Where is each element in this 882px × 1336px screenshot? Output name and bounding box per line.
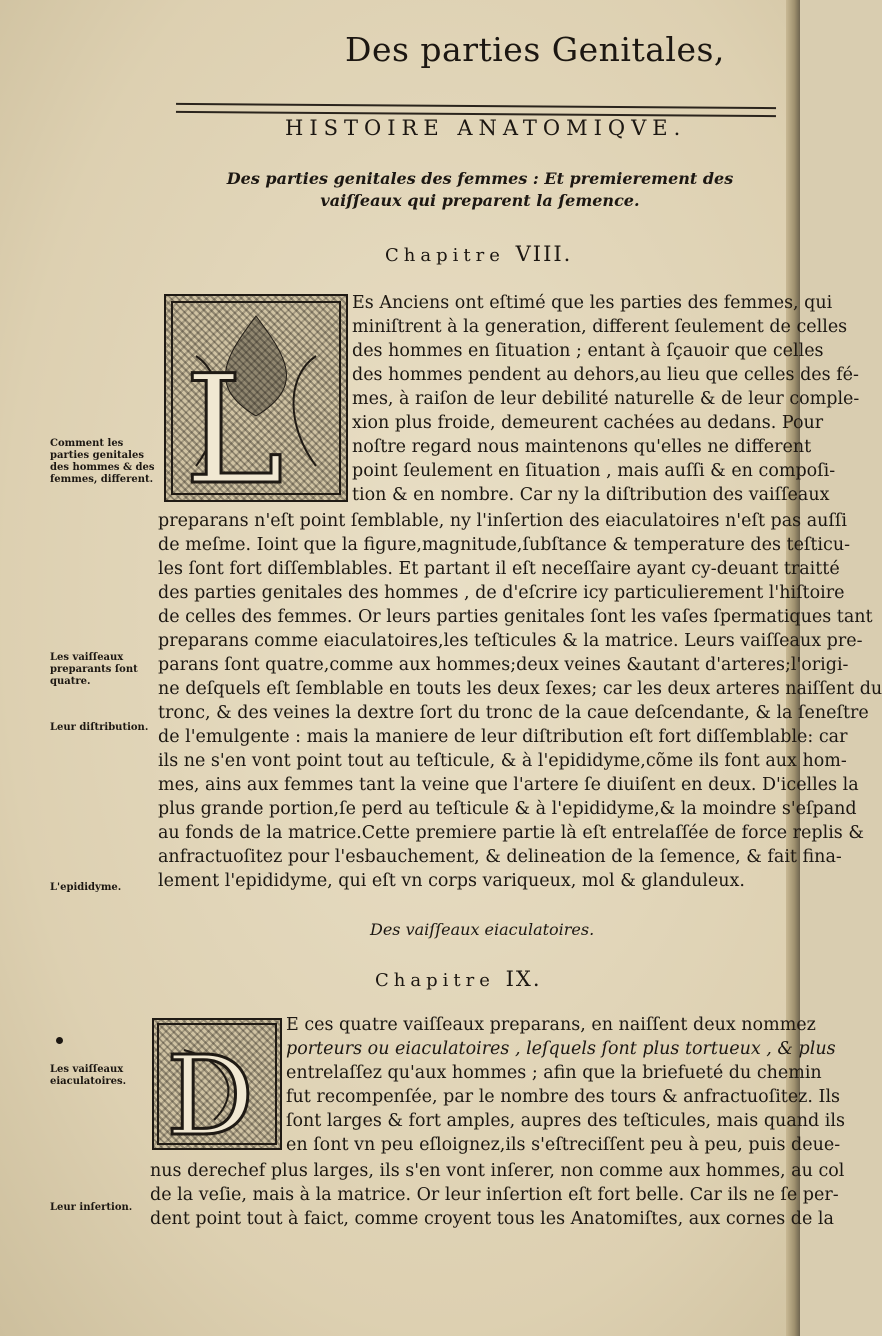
chapter-number: VIII. xyxy=(515,242,573,266)
text-line: tion & en nombre. Car ny la diſtribution des vaiſſeaux xyxy=(352,485,830,505)
text-line: fut recompenſée, par le nombre des tours & anfractuoſitez. Ils xyxy=(286,1087,841,1107)
text-line: ſont larges & fort amples, aupres des teſticules, mais quand ils xyxy=(286,1111,845,1131)
text-line: noſtre regard nous maintenons qu'elles ne different xyxy=(352,437,812,457)
text-line: ne deſquels eſt ſemblable en touts les deux ſexes; car les deux arteres naiſſent du xyxy=(158,679,882,699)
text-line: des parties genitales des hommes , de d'eſcrire icy particulierement l'hiſtoire xyxy=(158,583,845,603)
initial-letter-l: L xyxy=(184,344,284,518)
decorated-initial-l xyxy=(164,294,348,518)
initial-letter-d: D xyxy=(166,1032,255,1160)
ornamental-initial-art xyxy=(154,1020,280,1160)
margin-note: Les vaiſſeaux eiaculatoires. xyxy=(50,1064,127,1087)
text-line: point ſeulement en ſituation , mais auſſi & en compoſi- xyxy=(352,461,836,481)
text-line: entrelaſſez qu'aux hommes ; afin que la briefueté du chemin xyxy=(286,1063,822,1083)
text-line: anfractuoſitez pour l'esbauchement, & delineation de la ſemence, & fait fina- xyxy=(158,847,842,867)
text-line: tronc, & des veines la dextre ſort du tronc de la caue deſcendante, & la ſeneſtre xyxy=(158,703,869,723)
text-line: parans ſont quatre,comme aux hommes;deux veines &autant d'arteres;l'origi- xyxy=(158,655,849,675)
text-line: E ces quatre vaiſſeaux preparans, en naiſſent deux nommez xyxy=(286,1015,816,1035)
text-line: nus derechef plus larges, ils s'en vont inſerer, non comme aux hommes, au col xyxy=(150,1161,845,1181)
text-line: de meſme. Ioint que la figure,magnitude,ſubſtance & temperature des teſticu- xyxy=(158,535,851,555)
chapter-label: Chapitre xyxy=(385,245,505,266)
margin-note: Les vaiſſeaux preparants ſont quatre. xyxy=(50,652,138,687)
text-line: dent point tout à faict, comme croyent tous les Anatomiſtes, aux cornes de la xyxy=(150,1209,834,1229)
text-line: les ſont fort diſſemblables. Et partant il eſt neceſſaire ayant cy-deuant traitté xyxy=(158,559,840,579)
text-line: ils ne s'en vont point tout au teſticule, & à l'epididyme,cõme ils font aux hom- xyxy=(158,751,847,771)
text-line: miniſtrent à la generation, different ſeulement de celles xyxy=(352,317,848,337)
ornamental-initial-art xyxy=(166,296,346,518)
section-title: HISTOIRE ANATOMIQVE. xyxy=(285,116,687,140)
decorated-initial-d xyxy=(152,1018,282,1160)
text-line: de celles des femmes. Or leurs parties genitales ſont les vaſes ſpermatiques tant xyxy=(158,607,873,627)
text-line: preparans n'eſt point ſemblable, ny l'inſertion des eiaculatoires n'eſt pas auſſi xyxy=(158,511,847,531)
section-heading-vaisseaux: Des vaiſſeaux eiaculatoires. xyxy=(370,920,595,939)
text-line: preparans comme eiaculatoires,les teſticules & la matrice. Leurs vaiſſeaux pre- xyxy=(158,631,863,651)
margin-note: L'epididyme. xyxy=(50,882,122,893)
margin-bullet-icon xyxy=(56,1037,63,1044)
margin-note: Comment les parties genitales des hommes & des femmes, different. xyxy=(50,438,155,485)
text-line: mes, à raiſon de leur debilité naturelle & de leur comple- xyxy=(352,389,860,409)
chapter-subtitle: Des parties genitales des femmes : Et premierement des vaiſſeaux qui preparent la ſemence. xyxy=(226,169,734,210)
text-line: mes, ains aux femmes tant la veine que l'artere ſe diuiſent en deux. D'icelles la xyxy=(158,775,859,795)
running-head: Des parties Genitales, xyxy=(345,30,725,69)
text-line: Es Anciens ont eſtimé que les parties des femmes, qui xyxy=(352,293,833,313)
chapter-heading-viii xyxy=(385,242,572,266)
text-line: des hommes en ſituation ; entant à ſçauoir que celles xyxy=(352,341,824,361)
text-line: plus grande portion,ſe perd au teſticule & à l'epididyme,& la moindre s'eſpand xyxy=(158,799,857,819)
chapter-heading-ix xyxy=(375,967,542,991)
text-line: de la veſie, mais à la matrice. Or leur inſertion eſt fort belle. Car ils ne ſe per- xyxy=(150,1185,839,1205)
header-rule xyxy=(176,103,776,117)
text-line: de l'emulgente : mais la maniere de leur diſtribution eſt fort diſſemblable: car xyxy=(158,727,848,747)
margin-note: Leur diſtribution. xyxy=(50,722,149,733)
chapter-label: Chapitre xyxy=(375,970,495,991)
chapter-number: IX. xyxy=(505,967,542,991)
margin-note: Leur inſertion. xyxy=(50,1202,133,1213)
text-line: au fonds de la matrice.Cette premiere partie là eſt entrelaſſée de force replis & xyxy=(158,823,864,843)
text-line: lement l'epididyme, qui eſt vn corps variqueux, mol & glanduleux. xyxy=(158,871,745,891)
text-line: en ſont vn peu eſloignez,ils s'eſtreciſſent peu à peu, puis deue- xyxy=(286,1135,841,1155)
text-line: xion plus froide, demeurent cachées au dedans. Pour xyxy=(352,413,824,433)
text-line: des hommes pendent au dehors,au lieu que celles des fé- xyxy=(352,365,859,385)
text-line: porteurs ou eiaculatoires , leſquels ſont plus tortueux , & plus xyxy=(286,1039,836,1059)
